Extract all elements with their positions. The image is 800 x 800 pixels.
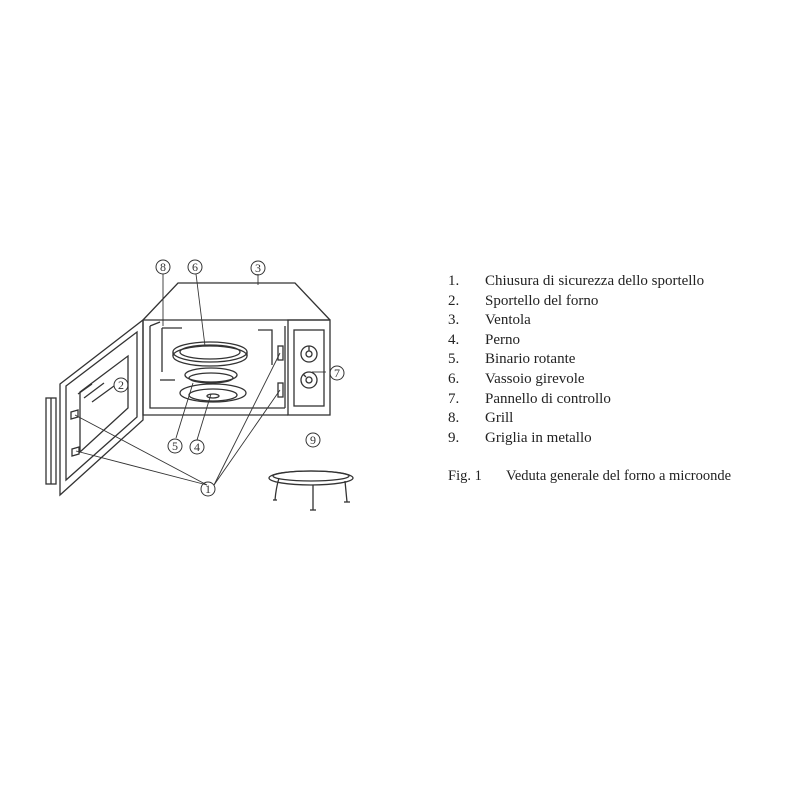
legend-number: 2. <box>448 292 460 309</box>
latch-holes <box>278 346 283 397</box>
callout-5: 5 <box>172 439 178 453</box>
legend-number: 4. <box>448 331 460 348</box>
legend-item <box>448 370 788 390</box>
legend-number: 7. <box>448 390 460 407</box>
legend-item <box>448 292 788 312</box>
legend-item <box>448 272 788 292</box>
legend-item <box>448 429 788 449</box>
legend-number: 9. <box>448 429 460 446</box>
legend-number: 6. <box>448 370 460 387</box>
callout-9: 9 <box>310 433 316 447</box>
metal-rack <box>269 471 353 510</box>
legend-label: Vassoio girevole <box>485 370 585 387</box>
legend-item <box>448 350 788 370</box>
legend-item <box>448 409 788 429</box>
oven-door <box>46 320 143 495</box>
parts-legend <box>448 272 788 448</box>
legend-label: Chiusura di sicurezza dello sportello <box>485 273 705 289</box>
callout-4: 4 <box>194 440 200 454</box>
legend-number: 3. <box>448 312 460 329</box>
callout-3: 3 <box>255 261 261 275</box>
legend-label: Perno <box>485 331 520 348</box>
legend-label: Grill <box>485 410 514 427</box>
callout-2: 2 <box>118 378 124 392</box>
legend-number: 1. <box>448 273 460 289</box>
legend-item <box>448 390 788 410</box>
figure-title: Veduta generale del forno a microonde <box>506 468 732 484</box>
figure-caption <box>448 468 731 485</box>
figure-number: Fig. 1 <box>448 468 482 484</box>
legend-label: Pannello di controllo <box>485 390 611 407</box>
legend-label: Binario rotante <box>485 351 576 368</box>
legend-item <box>448 311 788 331</box>
legend-label: Griglia in metallo <box>485 429 592 446</box>
legend-label: Sportello del forno <box>485 292 599 309</box>
callout-8: 8 <box>160 260 166 274</box>
oven-cavity <box>160 328 272 380</box>
roller-ring <box>185 368 237 383</box>
legend-number: 8. <box>448 410 460 427</box>
callout-1: 1 <box>205 482 211 496</box>
legend-number: 5. <box>448 351 460 368</box>
control-panel <box>288 320 330 415</box>
legend-label: Ventola <box>485 312 531 329</box>
callout-circles <box>114 260 344 496</box>
callout-6: 6 <box>192 260 198 274</box>
glass-tray <box>173 342 247 366</box>
callout-7: 7 <box>334 366 340 380</box>
legend-item <box>448 331 788 351</box>
